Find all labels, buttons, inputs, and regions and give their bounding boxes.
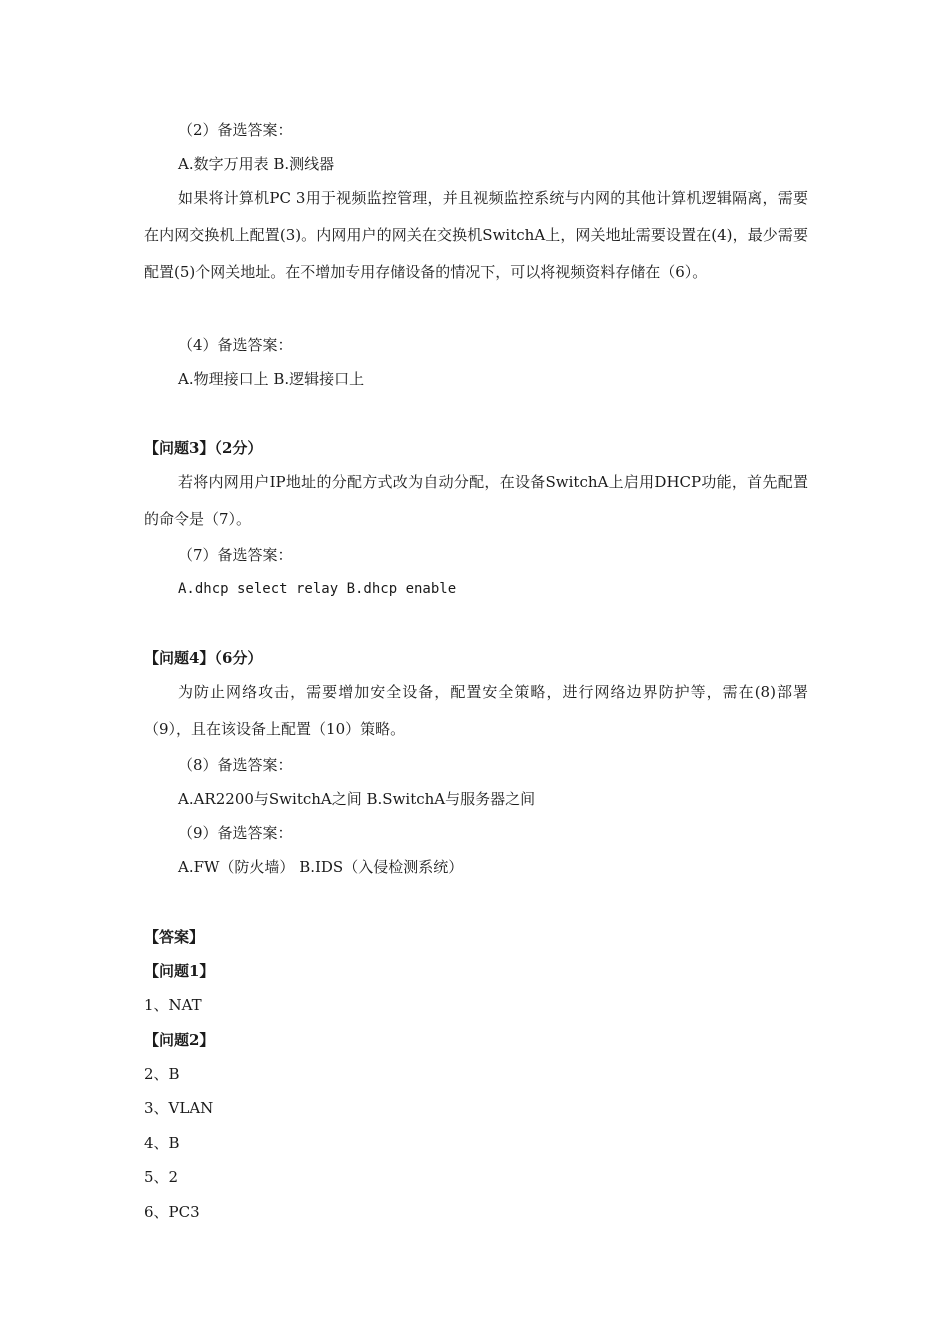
answer-item: 6、PC3	[144, 1203, 200, 1221]
q4-paragraph: 为防止网络攻击，需要增加安全设备，配置安全策略，进行网络边界防护等，需在(8)部署（9），且在该设备上配置（10）策略。	[144, 683, 808, 738]
q3-paragraph: 若将内网用户IP地址的分配方式改为自动分配，在设备SwitchA上启用DHCP功能，首先配置的命令是（7）。	[144, 473, 808, 528]
q3-heading: 【问题3】（2分）	[144, 439, 263, 457]
q2-options: A.数字万用表 B.测线器	[178, 155, 335, 173]
q2-paragraph: 如果将计算机PC 3用于视频监控管理，并且视频监控系统与内网的其他计算机逻辑隔离，需要在内网交换机上配置(3)。内网用户的网关在交换机SwitchA上，网关地址需要设置在(4)，最少需要配置(5)个网关地址。在不增加专用存储设备的情况下，可以将视频资料存储在（6）。	[144, 189, 808, 281]
q4-heading: 【问题4】（6分）	[144, 649, 263, 667]
answers-q1-heading: 【问题1】	[144, 962, 215, 980]
answer-item: 4、B	[144, 1134, 180, 1152]
answers-q2-heading: 【问题2】	[144, 1031, 215, 1049]
q4-options8-label: （8）备选答案：	[178, 756, 293, 774]
answer-item: 3、VLAN	[144, 1099, 214, 1117]
q2-options4: A.物理接口上 B.逻辑接口上	[178, 370, 365, 388]
q3-options-label: （7）备选答案：	[178, 546, 293, 564]
answer-item: 2、B	[144, 1065, 180, 1083]
q4-options9-label: （9）备选答案：	[178, 824, 293, 842]
answer-item: 1、NAT	[144, 996, 202, 1014]
q4-options8: A.AR2200与SwitchA之间 B.SwitchA与服务器之间	[178, 790, 536, 808]
q4-options9: A.FW（防火墙） B.IDS（入侵检测系统）	[178, 858, 464, 876]
answer-item: 5、2	[144, 1168, 179, 1186]
q3-options: A.dhcp select relay B.dhcp enable	[178, 581, 457, 597]
q2-options4-label: （4）备选答案：	[178, 336, 293, 354]
q2-options-label: （2）备选答案：	[178, 121, 293, 139]
answers-heading: 【答案】	[144, 928, 205, 946]
